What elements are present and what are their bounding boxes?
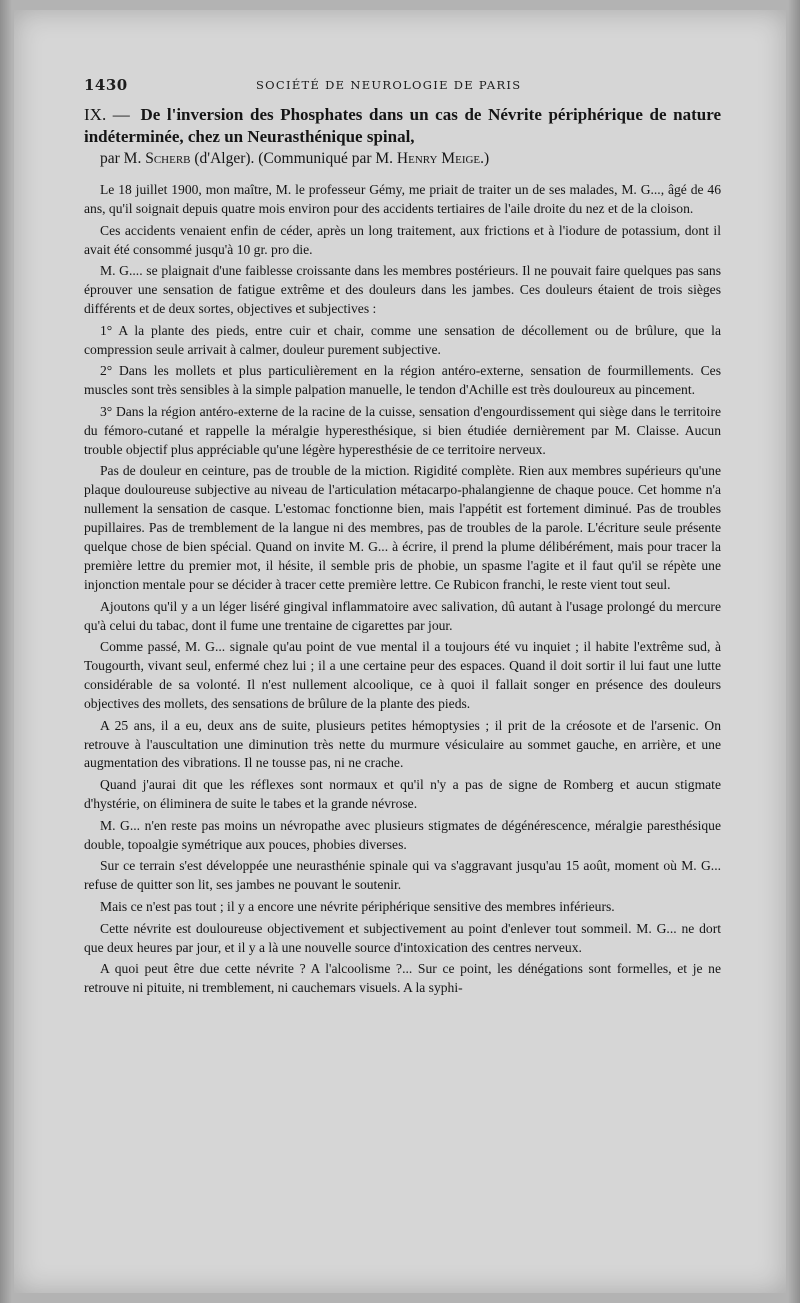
article-content [84,104,721,998]
paragraph: Mais ce n'est pas tout ; il y a encore une névrite périphérique sensitive des membres inférieurs. [100,898,615,914]
running-header [84,76,724,98]
paragraph: 2° Dans les mollets et plus particulièrement en la région antéro-externe, sensation de fourmillements. Ces muscles sont très sensibles à la simple palpation manuelle, le tendon d'Achille est très douloureux au pincement. [84,363,721,398]
paragraph: Le 18 juillet 1900, mon maître, M. le professeur Gémy, me priait de traiter un de ses malades, M. G..., âgé de 46 ans, qu'il soignait depuis quatre mois environ pour des accidents tertiaires de l'aile droite du nez et de la cloison. [84,182,721,216]
paragraph: Comme passé, M. G... signale qu'au point de vue mental il a toujours été vu inquiet ; il habite l'extrême sud, à Tougourth, vivant seul, enfermé chez lui ; il a une certaine peur des espaces. Quand il doit sortir il lui faut une lutte considérable de sa volonté. Il n'est nullement alcoolique, ce à quoi il fallait songer en présence des douleurs objectives des mollets, des sensations de brûlure de la plante des pieds. [84,639,721,711]
communicator-name: Henry Meige [396,150,481,167]
article-title: De l'inversion des Phosphates dans un cas de Névrite périphérique de nature indéterminée, chez un Neurasthénique spinal, [84,105,722,146]
paragraph: 1° A la plante des pieds, entre cuir et chair, comme une sensation de décollement ou de brûlure, que la compression seule arrivait à calmer, douleur purement subjective. [84,322,721,357]
paragraph: Quand j'aurai dit que les réflexes sont normaux et qu'il n'y a pas de signe de Romberg et aucun stigmate d'hystérie, on éliminera de suite le tabes et la grande névrose. [84,777,721,812]
paragraph: M. G.... se plaignait d'une faiblesse croissante dans les membres postérieurs. Il ne pouvait faire quelques pas sans éprouver une sensation de fatigue extrême et des douleurs dans les jambes. Ces douleurs étaient de trois sièges différents et de deux sortes, objectives et subjectives : [84,263,721,317]
paragraph: A 25 ans, il a eu, deux ans de suite, plusieurs petites hémoptysies ; il prit de la créosote et de l'arsenic. On retrouve à l'auscultation une diminution très nette du murmure vésiculaire au sommet gauche, en arrière, et une augmentation des vibrations. Il ne tousse pas, ni ne crache. [84,717,721,771]
journal-title: SOCIÉTÉ DE NEUROLOGIE DE PARIS [256,78,522,92]
paragraph: M. G... n'en reste pas moins un névropathe avec plusieurs stigmates de dégénérescence, méralgie paresthésique double, topoalgie symétrique aux pouces, phobies diverses. [84,817,721,852]
paragraph: Sur ce terrain s'est développée une neurasthénie spinale qui va s'aggravant jusqu'au 15 août, moment où M. G... refuse de quitter son lit, ses jambes ne pouvant le soutenir. [84,858,721,893]
paragraph: 3° Dans la région antéro-externe de la racine de la cuisse, sensation d'engourdissement qui siège dans le territoire du fémoro-cutané et rappelle la méralgie hyperesthésique, si bien étudiée dernièrement par M. Claisse. Aucun trouble objectif plus appréciable qu'une légère hyperesthésie de ce territoire nerveux. [84,403,721,457]
paragraph: A quoi peut être due cette névrite ? A l'alcoolisme ?... Sur ce point, les dénégations sont formelles, et je ne retrouve ni pituite, ni tremblement, ni cauchemars visuels. A la syphi- [84,961,721,996]
page-number: 1430 [84,76,128,94]
paragraph: Pas de douleur en ceinture, pas de trouble de la miction. Rigidité complète. Rien aux membres supérieurs qu'une plaque douloureuse subjective au niveau de l'articulation métacarpo-phalangienne de chaque pouce. Cet homme n'a nullement la sensation de casque. L'estomac fonctionne bien, mais l'appétit est fortement diminué. Pas de troubles pupillaires. Pas de tremblement de la langue ni des membres, pas de troubles de la parole. L'écriture seule présente quelque chose de bien spécial. Quand on invite M. G... à écrire, il prend la plume délibérément, mais pour tracer la première lettre du premier mot, il hésite, il semble pris de phobie, un spasme l'agite et il faut qu'il se répète une injonction mentale pour se décider à tracer cette première lettre. Ce Rubicon franchi, le reste vient tout seul. [84,463,721,592]
author-affiliation: (d'Alger). (Communiqué par M. [194,150,394,167]
paragraph: Cette névrite est douloureuse objectivement et subjectivement au point d'enlever tout sommeil. M. G... ne dort que deux heures par jour, et il y a là une nouvelle source d'intoxication des centres nerveux. [84,920,721,955]
paragraph: Ajoutons qu'il y a un léger liséré gingival inflammatoire avec salivation, dû autant à l'usage prolongé du mercure qu'à celui du tabac, dont il fume une trentaine de cigarettes par jour. [84,598,721,633]
paragraph: Ces accidents venaient enfin de céder, après un long traitement, aux frictions et à l'iodure de potassium, dont il avait été consommé jusqu'à 10 gr. pro die. [84,222,721,257]
article-number: IX. — [84,105,130,124]
byline-suffix: .) [480,150,490,167]
article-body [84,181,721,998]
article-heading [84,104,721,147]
article-byline [84,149,721,169]
byline-prefix: par M. [100,150,142,167]
author-name: Scherb [145,150,191,167]
